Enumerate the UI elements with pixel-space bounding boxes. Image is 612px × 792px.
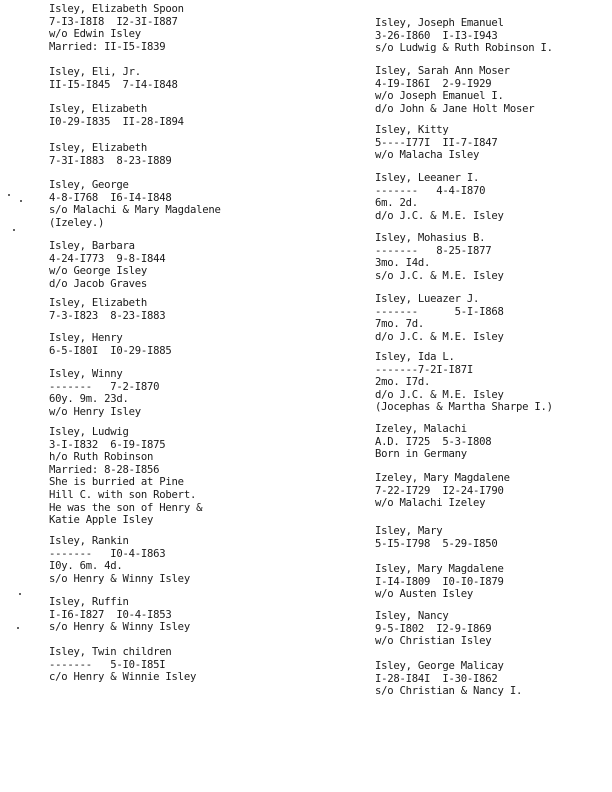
record-entry — [49, 426, 202, 527]
record-detail-line: I0-29-I835 II-28-I894 — [49, 115, 184, 128]
record-name: Isley, Elizabeth — [49, 297, 148, 309]
record-detail-line: w/o George Isley — [49, 265, 148, 278]
record-detail-line: 7-3I-I883 8-23-I889 — [49, 154, 172, 167]
record-name: Isley, Sarah Ann Moser — [375, 65, 510, 77]
record-name: Isley, Elizabeth — [49, 142, 148, 154]
record-detail-line: ------- 7-2-I870 — [49, 380, 160, 393]
record-name: Isley, Leeaner I. — [375, 172, 480, 184]
record-detail-line: w/o Henry Isley — [49, 405, 141, 418]
record-detail-line: 7-I3-I8I8 I2-3I-I887 — [49, 15, 178, 28]
record-detail-line: c/o Henry & Winnie Isley — [49, 671, 197, 684]
record-name: Isley, Kitty — [375, 124, 449, 136]
record-detail-line: I0y. 6m. 4d. — [49, 560, 123, 573]
record-detail-line: Hill C. with son Robert. — [49, 488, 197, 501]
record-entry — [49, 240, 165, 290]
record-entry — [49, 297, 165, 322]
record-detail-line: ------- 5-I0-I85I — [49, 658, 166, 671]
record-detail-line: 5-I5-I798 5-29-I850 — [375, 537, 498, 550]
record-detail-line: d/o J.C. & M.E. Isley — [375, 388, 504, 401]
record-name: Isley, George Malicay — [375, 660, 504, 672]
record-entry — [49, 66, 178, 91]
record-entry — [49, 3, 184, 53]
record-entry — [49, 646, 196, 684]
record-entry — [49, 596, 190, 634]
record-name: Isley, Lueazer J. — [375, 293, 480, 305]
record-detail-line: 3-I-I832 6-I9-I875 — [49, 438, 166, 451]
record-detail-line: w/o Edwin Isley — [49, 28, 141, 41]
record-entry — [49, 368, 159, 418]
record-detail-line: s/o J.C. & M.E. Isley — [375, 269, 504, 282]
record-detail-line: 3mo. I4d. — [375, 257, 431, 270]
record-entry — [49, 332, 172, 357]
record-detail-line: 2mo. I7d. — [375, 376, 431, 389]
record-entry — [375, 65, 534, 115]
scan-speck — [17, 627, 19, 629]
record-detail-line: d/o J.C. & M.E. Isley — [375, 209, 504, 222]
record-detail-line: w/o Malachi Izeley — [375, 497, 486, 510]
record-detail-line: I-28-I84I I-30-I862 — [375, 672, 498, 685]
record-name: Isley, George — [49, 179, 129, 191]
record-detail-line: 7mo. 7d. — [375, 318, 425, 331]
record-entry — [375, 472, 510, 510]
record-entry — [375, 232, 504, 282]
record-entry — [375, 17, 553, 55]
record-detail-line: ------- 4-4-I870 — [375, 184, 486, 197]
record-name: Izeley, Malachi — [375, 423, 467, 435]
record-detail-line: 4-8-I768 I6-I4-I848 — [49, 191, 172, 204]
record-detail-line: ------- 8-25-I877 — [375, 244, 492, 257]
scan-speck — [8, 194, 10, 196]
record-name: Isley, Elizabeth — [49, 103, 148, 115]
record-detail-line: -------7-2I-I87I — [375, 363, 474, 376]
record-detail-line: 5----I77I II-7-I847 — [375, 136, 498, 149]
record-name: Isley, Rankin — [49, 535, 129, 547]
record-detail-line: 60y. 9m. 23d. — [49, 393, 129, 406]
record-detail-line: 6-5-I80I I0-29-I885 — [49, 344, 172, 357]
record-entry — [49, 103, 184, 128]
record-detail-line: She is burried at Pine — [49, 476, 184, 489]
record-detail-line: w/o Austen Isley — [375, 588, 474, 601]
record-detail-line: d/o Jacob Graves — [49, 277, 148, 290]
record-entry — [375, 172, 504, 222]
record-name: Isley, Elizabeth Spoon — [49, 3, 184, 15]
record-detail-line: 9-5-I802 I2-9-I869 — [375, 622, 492, 635]
record-name: Isley, Nancy — [375, 610, 449, 622]
record-name: Isley, Ruffin — [49, 596, 129, 608]
record-entry — [375, 423, 491, 461]
record-detail-line: I-I6-I827 I0-4-I853 — [49, 608, 172, 621]
record-entry — [375, 525, 498, 550]
record-detail-line: w/o Malacha Isley — [375, 149, 480, 162]
record-entry — [49, 142, 172, 167]
record-detail-line: (Jocephas & Martha Sharpe I.) — [375, 401, 553, 414]
record-entry — [375, 563, 504, 601]
scan-speck — [20, 200, 22, 202]
record-detail-line: 6m. 2d. — [375, 197, 418, 210]
record-detail-line: d/o John & Jane Holt Moser — [375, 102, 535, 115]
record-detail-line: 7-22-I729 I2-24-I790 — [375, 484, 504, 497]
record-name: Isley, Ida L. — [375, 351, 455, 363]
record-detail-line: s/o Henry & Winny Isley — [49, 572, 190, 585]
scan-speck — [13, 229, 15, 231]
record-detail-line: h/o Ruth Robinson — [49, 451, 154, 464]
record-detail-line: Katie Apple Isley — [49, 514, 154, 527]
record-detail-line: s/o Malachi & Mary Magdalene — [49, 204, 221, 217]
record-detail-line: Born in Germany — [375, 448, 467, 461]
record-name: Isley, Barbara — [49, 240, 135, 252]
record-detail-line: 7-3-I823 8-23-I883 — [49, 309, 166, 322]
record-entry — [49, 179, 221, 229]
record-name: Isley, Winny — [49, 368, 123, 380]
record-entry — [375, 124, 498, 162]
record-name: Isley, Mary — [375, 525, 443, 537]
record-name: Isley, Ludwig — [49, 426, 129, 438]
record-entry — [375, 293, 504, 343]
record-name: Isley, Mary Magdalene — [375, 563, 504, 575]
record-entry — [375, 660, 522, 698]
record-detail-line: 4-24-I773 9-8-I844 — [49, 252, 166, 265]
record-detail-line: w/o Christian Isley — [375, 635, 492, 648]
record-detail-line: 4-I9-I86I 2-9-I929 — [375, 77, 492, 90]
scan-speck — [19, 593, 21, 595]
record-name: Isley, Mohasius B. — [375, 232, 486, 244]
record-detail-line: II-I5-I845 7-I4-I848 — [49, 78, 178, 91]
record-detail-line: Married: II-I5-I839 — [49, 40, 166, 53]
record-entry — [375, 610, 491, 648]
record-detail-line: w/o Joseph Emanuel I. — [375, 90, 504, 103]
record-detail-line: s/o Ludwig & Ruth Robinson I. — [375, 42, 553, 55]
record-entry — [375, 351, 553, 414]
record-name: Isley, Henry — [49, 332, 123, 344]
record-name: Izeley, Mary Magdalene — [375, 472, 510, 484]
record-detail-line: A.D. I725 5-3-I808 — [375, 435, 492, 448]
record-entry — [49, 535, 190, 585]
record-name: Isley, Twin children — [49, 646, 172, 658]
record-detail-line: 3-26-I860 I-I3-I943 — [375, 29, 498, 42]
record-detail-line: d/o J.C. & M.E. Isley — [375, 330, 504, 343]
record-detail-line: I-I4-I809 I0-I0-I879 — [375, 575, 504, 588]
record-detail-line: ------- I0-4-I863 — [49, 547, 166, 560]
record-name: Isley, Joseph Emanuel — [375, 17, 504, 29]
record-detail-line: s/o Henry & Winny Isley — [49, 621, 190, 634]
record-detail-line: ------- 5-I-I868 — [375, 305, 504, 318]
record-name: Isley, Eli, Jr. — [49, 66, 141, 78]
record-detail-line: Married: 8-28-I856 — [49, 463, 160, 476]
record-detail-line: He was the son of Henry & — [49, 501, 203, 514]
record-detail-line: s/o Christian & Nancy I. — [375, 685, 523, 698]
record-detail-line: (Izeley.) — [49, 216, 105, 229]
